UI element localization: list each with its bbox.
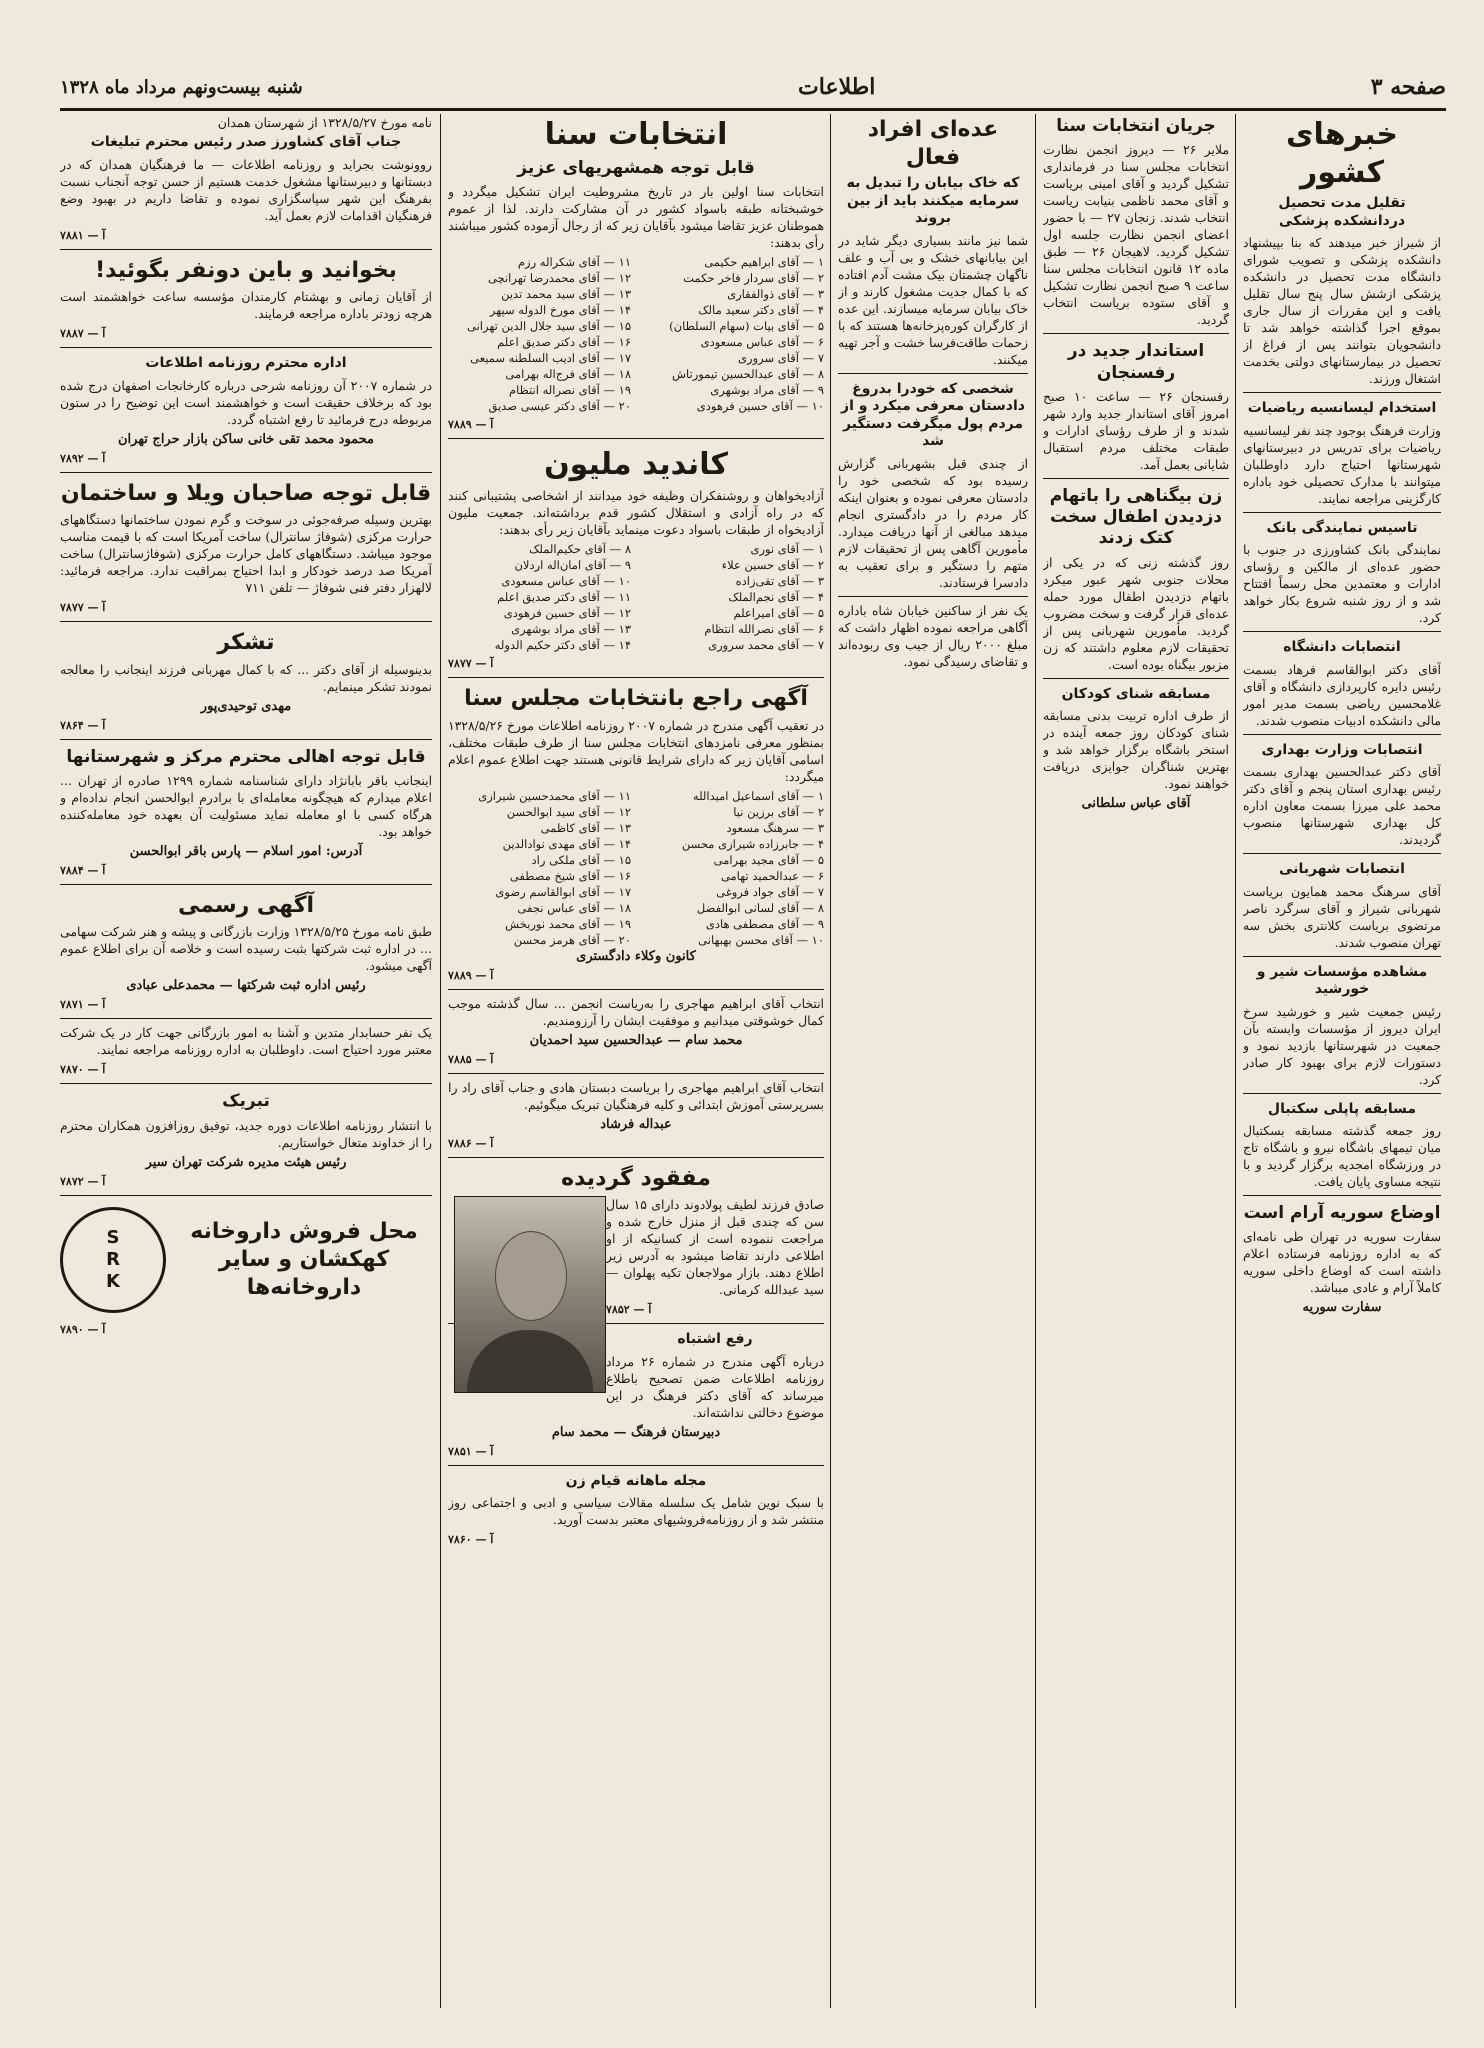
column-news (1243, 114, 1441, 2012)
column-classifieds (60, 114, 432, 2012)
article-body: طبق نامه مورخ ۱۳۲۸/۵/۲۵ وزارت بازرگانی و پیشه و هنر شرکت سهامی ... در اداره ثبت شرکتها بثبت رسیده است و خلاصه آن برای اطلاع عموم آگهی میشود. (60, 924, 432, 974)
issue-date: شنبه بیست‌ونهم مرداد ماه ۱۳۲۸ (60, 76, 303, 98)
ad-code: آ — ۷۸۹۲ (60, 451, 106, 465)
ad-melliyun-candidates (448, 438, 824, 673)
ad-missing-person (448, 1157, 824, 1319)
candidate-name: ۱۷ — آقای ادیب السلطنه سمیعی (470, 350, 631, 365)
article-body: از شیراز خبر میدهند که بنا بپیشنهاد دانشکده پزشکی و تصویب شورای دانشگاه مدت تحصیل در دانشکده پزشکی ازشش سال پنج سال تقلیل یافت و این مقررات از سال جاری بموقع اجرا گذاشته خواهد شد تا دانشجویان بتوانند پس از فراغ از تحصیل در بیمارستانهای دولتی بخدمت اشتغال ورزند. (1243, 235, 1441, 386)
article-news (1243, 392, 1441, 507)
headline: بخوانید و باین دونفر بگوئید! (95, 257, 397, 283)
candidate-name: ۱۲ — آقای سید ابوالحسن (506, 804, 631, 819)
candidate-name: ۲۰ — آقای هرمز محسن (513, 932, 631, 947)
candidate-name: ۱۱ — آقای شکراله رزم (517, 254, 631, 269)
article-news (1243, 512, 1441, 627)
article-body: سفارت سوریه در تهران طی نامه‌ای که به اداره روزنامه فرستاده اعلام داشته است که اوضاع داخلی سوریه کاملاً آرام و عادی میباشد. (1243, 1229, 1441, 1296)
candidate-name: ۵ — آقای امیراعلم (733, 606, 824, 621)
headline: قابل توجه صاحبان ویلا و ساختمان (60, 480, 432, 506)
ad-job (60, 1018, 432, 1078)
ad-code: آ — ۷۸۷۷ (60, 601, 106, 614)
article-news (1243, 116, 1441, 387)
article-body: یک نفر حسابدار متدین و آشنا به امور بازرگانی جهت کار در یک شرکت معتبر مورد احتیاج است. داوطلبان به اداره روزنامه مراجعه نمایند. (60, 1025, 432, 1058)
article-body: در تعقیب آگهی مندرج در شماره ۲۰۰۷ روزنامه اطلاعات مورخ ۱۳۲۸/۵/۲۶ بمنظور معرفی نامزدهای انتخابات مجلس سنا از طرف طبقات مختلف، اسامی آقایان زیر که دارای شرایط قانونی هستند جهت اطلاع عموم اعلام میگردد: (448, 717, 824, 784)
ad-senate-notice (448, 677, 824, 984)
article-body: رئیس جمعیت شیر و خورشید سرخ ایران دیروز از مؤسسات وابسته بآن جمعیت در شهرستانها بازدید نمود و دستورات لازم برای بهبود کار صادر کرد. (1243, 1003, 1441, 1087)
ad-notice (60, 249, 432, 343)
headline: استاندار جدید در رفسنجان (1067, 341, 1205, 383)
article-news (1243, 1093, 1441, 1191)
headline: کاندید ملیون (544, 446, 728, 482)
ad-code: آ — ۷۸۷۱ (60, 998, 106, 1012)
article-body: روز جمعه گذشته مسابقه بسکتبال میان تیمهای باشگاه نیرو و باشگاه تاج در ورزشگاه امجدیه برگزار گردید و با نتیجه مساوی پایان یافت. (1243, 1123, 1441, 1189)
article-news (1043, 478, 1229, 673)
article-body: از آقایان زمانی و بهشتام کارمندان مؤسسه ساعت خواهشمند است هرچه زودتر باداره مراجعه فرمایند. (60, 289, 432, 321)
ad-code: آ — ۷۸۷۷ (448, 657, 494, 671)
article-body: وزارت فرهنگ بوجود چند نفر لیسانسیه ریاضیات برای تدریس در دبیرستانهای شهرستانها احتیاج دارد داوطلبان میتوانند با مدارک تحصیلی خود باداره کارگزینی مراجعه نمایند. (1243, 422, 1441, 506)
candidate-name: ۸ — آقای عبدالحسین تیمورتاش (671, 366, 824, 381)
headline: رفع اشتباه (677, 1331, 753, 1348)
headline: اداره محترم روزنامه اطلاعات (145, 355, 347, 371)
candidate-name: ۱۰ — آقای عباس مسعودی (501, 574, 631, 589)
ad-thanks (60, 621, 432, 734)
article-body: از طرف اداره تربیت بدنی مسابقه شنای کودکان روز جمعه آینده در استخر باشگاه برگزار خواهد شد و بهترین شناگران جوایزی دریافت خواهند نمود. (1043, 708, 1229, 791)
candidate-name: ۱۰ — آقای حسین فرهودی (696, 398, 824, 413)
headline: جناب آقای کشاورز صدر رئیس محترم تبلیغات (90, 134, 402, 150)
candidate-name: ۶ — آقای عباس مسعودی (700, 334, 824, 349)
letter-header: نامه مورخ ۱۳۲۸/۵/۲۷ از شهرستان همدان (217, 115, 432, 130)
headline: اوضاع سوریه آرام است (1243, 1203, 1441, 1223)
headline: تبریک (222, 1091, 270, 1112)
candidate-name: ۱۶ — آقای دکتر صدیق اعلم (497, 334, 631, 349)
candidate-name: ۳ — آقای ذوالفقاری (727, 286, 824, 301)
headline: آگهی رسمی (177, 892, 315, 918)
ad-code: آ — ۷۸۸۹ (448, 417, 494, 431)
article-body: آقای دکتر ابوالقاسم فرهاد بسمت رئیس دایره کارپردازی دانشگاه و آقای غلامحسین ریاضی بسمت مدیر امور مالی دانشکده ادبیات منصوب شدند. (1243, 661, 1441, 728)
column-divider (440, 114, 441, 2008)
candidate-name: ۱ — آقای نوری (750, 542, 824, 557)
candidate-name: ۱۴ — آقای مهدی نوادالدین (502, 836, 631, 851)
article-feature (838, 373, 1028, 591)
candidate-name: ۹ — آقای امان‌اله اردلان (514, 558, 631, 573)
article-body: آقای سرهنگ محمد همایون بریاست شهربانی شیراز و آقای سرگرد ناصر مرتضوی بریاست کلانتری بخش سه تهران منصوب شدند. (1243, 883, 1441, 950)
srk-logo-stamp (60, 1207, 166, 1313)
candidate-name: ۱۱ — آقای محمدحسین شیرازی (478, 788, 631, 803)
ad-congratulation (60, 1083, 432, 1189)
article-body: آقای دکتر عبدالحسین بهداری بسمت رئیس بهداری استان پنجم و آقای دکتر محمد علی میرزا بسمت معاون اداره کل بهداری شهرستانها منصوب گردیدند. (1243, 764, 1441, 847)
pharmacy-ad-row (60, 1201, 432, 1319)
ad-congratulation (448, 989, 824, 1068)
headline: مفقود گردیده (561, 1165, 711, 1191)
headline: مسابقه شنای کودکان (1061, 685, 1211, 702)
article-body: بهترین وسیله صرفه‌جوئی در سوخت و گرم نمودن ساختمانها دستگاههای حرارت مرکزی (شوفاژ سانترال) ساخت آمریکا است که با قیمت مناسب موجود میباشد. دستگاههای کامل حرارت مرکزی (شوفاژسانترال) ساخت آمریکا صد درصد خودکار و ابدا احتیاج بمراقبت ندارد. مراجعه فرمائید: لالهزار دفتر فنی شوفاژ — تلفن ۷۱۱ (60, 512, 432, 595)
headline: استخدام لیسانسیه ریاضیات (1247, 400, 1437, 416)
candidate-name: ۳ — آقای تقی‌زاده (735, 574, 824, 589)
column-divider (1035, 114, 1036, 2008)
article-body: از چندی قبل بشهربانی گزارش رسیده بود که شخصی خود را دادستان معرفی نموده و بعنوان اینکه کار مردم را در دادگستری انجام میدهد مبالغی از آنها دریافت میدارد. مأمورین آگاهی پس از تحقیقات لازم متهم را دستگیر و برای تعقیب به دادسرا فرستادند. (838, 455, 1028, 590)
signature: محمد سام — عبدالحسین سید احمدیان (529, 1032, 743, 1048)
article-body: شما نیز مانند بسیاری دیگر شاید در این بیابانهای خشک و بی آب و علف ناگهان چشمتان بیک مشت آدم افتاده که با کمال جدیت مشغول کارند و از خاک بیابان سرمایه میسازند. این عده از کارگران کوره‌پزخانه‌ها هستند که با زحمات طاقت‌فرسا خشت و آجر تهیه میکنند. (838, 232, 1028, 367)
ad-code: آ — ۷۸۸۱ (60, 228, 106, 242)
column-election-ads (448, 114, 824, 2012)
ad-code: آ — ۷۸۶۴ (60, 718, 106, 732)
candidate-name: ۱۷ — آقای ابوالقاسم رضوی (495, 884, 631, 899)
ad-code: آ — ۷۸۸۴ (60, 863, 106, 877)
subheadline: قابل توجه همشهریهای عزیز (517, 157, 755, 178)
candidate-name: ۴ — آقای دکتر سعید مالک (698, 302, 824, 317)
candidate-name: ۷ — آقای محمد سروری (708, 638, 824, 653)
article-news (1043, 116, 1229, 328)
signature: رئیس هیئت مدیره شرکت تهران سیر (145, 1154, 347, 1170)
candidate-name: ۱۳ — آقای سید محمد تدین (501, 286, 631, 301)
article-body: یک نفر از ساکنین خیابان شاه باداره آگاهی مراجعه نموده اظهار داشت که مبلغ ۲۰۰۰ ریال از جیب وی ربوده‌اند و تقاضای رسیدگی نمود. (838, 602, 1028, 669)
stamp-letter: S (106, 1226, 120, 1248)
signature: عبداله فرشاد (600, 1116, 672, 1132)
candidate-name: ۱۰ — آقای محسن بهبهانی (698, 932, 824, 947)
candidate-name: ۷ — آقای جواد فروغی (716, 884, 824, 899)
candidate-name: ۱۱ — آقای دکتر صدیق اعلم (497, 590, 631, 605)
candidate-name: ۱۹ — آقای نصراله انتظام (509, 382, 631, 397)
ad-heating (60, 472, 432, 617)
candidate-name: ۴ — جابرزاده شیرازی محسن (681, 836, 824, 851)
column-divider (1235, 114, 1236, 2008)
ad-magazine (448, 1465, 824, 1549)
article-body: با سبک نوین شامل یک سلسله مقالات سیاسی و ادبی و اجتماعی روز منتشر شد و از روزنامه‌فروشیهای معتبر بدست آورید. (448, 1495, 824, 1528)
missing-person-photo (454, 1196, 606, 1393)
ad-senate-elections (448, 116, 824, 433)
ad-code: آ — ۷۸۸۷ (60, 327, 106, 340)
article-news (1243, 734, 1441, 849)
ad-code: آ — ۷۸۵۱ (448, 1444, 494, 1458)
headline: شخصی که خودرا بدروغ دادستان معرفی میکرد و از مردم پول میگرفت دستگیر شد (841, 380, 1025, 449)
signature: محمود محمد تقی خانی ساکن بازار حراج تهران (117, 431, 375, 447)
article-news (1243, 1195, 1441, 1316)
article-news (1243, 853, 1441, 951)
headline: مشاهده مؤسسات شیر و خورشید (1256, 963, 1428, 997)
masthead (60, 64, 1446, 110)
article-body: در شماره ۲۰۰۷ آن روزنامه شرحی درباره کارخانجات اصفهان درج شده بود که برخلاف حقیقت است و خواهشمند است این توضیح را در ستون مربوطه درج فرمائید تا رفع اشتباه گردد. (60, 377, 432, 427)
headline: قابل توجه اهالی محترم مرکز و شهرستانها (66, 746, 426, 767)
headline: عده‌ای افراد فعال (867, 117, 999, 170)
subheadline: تقلیل مدت تحصیل دردانشکده پزشکی (1278, 195, 1406, 229)
candidate-name: ۱۸ — آقای عباس نجفی (517, 900, 631, 915)
column-features (838, 114, 1028, 2012)
candidate-list (448, 788, 824, 948)
article-news (1243, 956, 1441, 1088)
signature: دبیرستان فرهنگ — محمد سام (551, 1424, 721, 1440)
ad-code: آ — ۷۸۸۹ (448, 968, 494, 982)
candidate-name: ۱۴ — آقای مورخ الدوله سپهر (489, 302, 631, 317)
candidate-name: ۱۳ — آقای مراد بوشهری (511, 622, 631, 637)
candidate-name: ۲ — آقای برزین نیا (733, 804, 824, 819)
headline: مسابقه پاپلی سکتبال (1267, 1100, 1417, 1117)
ad-public-notice (60, 739, 432, 879)
headline: زن بیگناهی را باتهام دزدیدن اطفال سخت کتک زدند (1049, 485, 1223, 549)
candidate-name: ۷ — آقای سروری (738, 350, 824, 365)
article-news (1043, 333, 1229, 473)
ad-pharmacy (60, 1195, 432, 1338)
headline: انتصابات وزارت بهداری (1261, 741, 1423, 758)
candidate-name: ۱۵ — آقای سید جلال الدین تهرانی (467, 318, 631, 333)
candidate-name: ۱ — آقای اسماعیل امیدالله (692, 788, 824, 803)
article-body: با انتشار روزنامه اطلاعات دوره جدید، توفیق روزافزون همکاران محترم را از خداوند متعال خواستاریم. (60, 1117, 432, 1150)
candidate-name: ۶ — عبدالحمید تهامی (720, 868, 824, 883)
candidate-name: ۳ — سرهنگ مسعود (726, 820, 824, 835)
candidate-name: ۸ — آقای حکیم‌الملک (529, 542, 631, 557)
candidate-name: ۹ — آقای مصطفی هادی (705, 916, 824, 931)
newspaper-name: اطلاعات (798, 74, 876, 100)
column-divider (830, 114, 831, 2008)
candidate-name: ۲ — آقای حسین علاء (721, 558, 824, 573)
candidate-name: ۱۲ — آقای حسین فرهودی (503, 606, 631, 621)
stamp-letter: K (106, 1270, 120, 1292)
article-body: روز گذشته زنی که در یکی از محلات جنوبی شهر عبور میکرد باتهام دزدیدن اطفال مورد حمله عده‌ای قرار گرفت و سخت مضروب گردید. مأمورین شهربانی پس از تحقیقات لازم معلوم داشتند که زن مزبور بیگناه بوده است. (1043, 554, 1229, 672)
headline: انتصابات دانشگاه (1283, 639, 1401, 655)
headline: مجله ماهانه قیام زن (565, 1472, 707, 1489)
article-body: درباره آگهی مندرج در شماره ۲۶ مرداد روزنامه اطلاعات ضمن تصحیح باطلاع میرساند که آقای دکتر فرهنگ در این موضوع دخالتی نداشته‌اند. (606, 1353, 824, 1420)
signature: آدرس: امور اسلام — پارس باقر ابوالحسن (129, 843, 363, 859)
headline: محل فروش داروخانه کهکشان و سایر داروخانه‌ها (190, 1218, 418, 1300)
candidate-name: ۱۸ — آقای فرج‌اله بهرامی (505, 366, 631, 381)
candidate-name: ۹ — آقای مراد بوشهری (710, 382, 824, 397)
headline: تشکر (217, 630, 275, 655)
headline: انتخابات سنا (544, 117, 728, 152)
ad-code: آ — ۷۸۷۲ (60, 1174, 106, 1188)
ad-code: آ — ۷۸۹۰ (60, 1322, 106, 1336)
ad-code: آ — ۷۸۸۶ (448, 1136, 494, 1150)
face-shape (495, 1231, 567, 1321)
ad-letter (60, 114, 432, 244)
headline: انتصابات شهربانی (1279, 861, 1405, 877)
headline: آگهی راجع بانتخابات مجلس سنا (464, 686, 808, 712)
signature: کانون وکلاء دادگستری (576, 948, 696, 964)
candidate-name: ۵ — آقای بیات (سهام السلطان) (669, 318, 824, 333)
candidate-name: ۱۵ — آقای ملکی راد (531, 852, 631, 867)
ad-congratulation (448, 1073, 824, 1152)
shoulders-shape (467, 1330, 593, 1392)
signature: سفارت سوریه (1302, 1300, 1382, 1316)
ad-code: آ — ۷۸۸۵ (448, 1052, 494, 1066)
article-body: اینجانب باقر بابانژاد دارای شناسنامه شماره ۱۲۹۹ صادره از تهران ... اعلام میدارم که هیچگونه معامله‌ای با برادرم ابوالحسن انجام نداده‌ام و هرگاه کسی با او معامله نماید مسئولیت آن بعهده خود معامله‌کننده خواهد بود. (60, 772, 432, 839)
ad-code: آ — ۷۸۶۰ (448, 1533, 494, 1547)
signature: رئیس اداره ثبت شرکتها — محمدعلی عبادی (126, 978, 366, 994)
article-body: رفسنجان ۲۶ — ساعت ۱۰ صبح امروز آقای استاندار جدید وارد شهر شدند و از طرف رؤسای ادارات و طبقات مختلف مردم استقبال شایانی بعمل آمد. (1043, 388, 1229, 472)
candidate-name: ۶ — آقای نصرالله انتظام (704, 622, 824, 637)
article-body: ملایر ۲۶ — دیروز انجمن نظارت انتخابات مجلس سنا در فرمانداری تشکیل گردید و آقای امینی بریاست و آقای محمد ناظمی بنیابت ریاست انتخاب شدند. زنجان ۲۷ — با حضور اعضای انجمن نظارت جلسه اول تشکیل گردید. لاهیجان ۲۶ — طبق ماده ۱۲ قانون انتخابات مجلس سنا ساعت ۹ صبح انجمن نظارت تشکیل و آقای ستوده بریاست انتخاب گردید. (1043, 142, 1229, 328)
ad-letter (60, 347, 432, 467)
headline: تاسیس نمایندگی بانک (1266, 519, 1418, 536)
article-body: روونوشت بجراید و روزنامه اطلاعات — ما فرهنگیان همدان که در دبستانها و دبیرستانها مشغول خدمت هستیم از حسن توجه آنجناب نسبت بفرهنگ این شهر سپاسگزاری نموده و تقاضا داریم در بهبود وضع فرهنگیان اقدامات لازم بعمل آید. (60, 156, 432, 223)
signature: آقای عباس سلطانی (1081, 796, 1191, 811)
candidate-name: ۱۶ — آقای شیخ مصطفی (509, 868, 631, 883)
stamp-letter: R (106, 1248, 120, 1270)
article-feature (838, 596, 1028, 670)
candidate-name: ۲ — آقای سردار فاخر حکمت (683, 270, 824, 285)
signature: مهدی توحیدی‌پور (200, 698, 292, 714)
candidate-name: ۱۳ — آقای کاظمی (540, 820, 631, 835)
article-feature (838, 116, 1028, 368)
article-body: بدینوسیله از آقای دکتر ... که با کمال مهربانی فرزند اینجانب را معالجه نمودند تشکر مینمایم. (60, 661, 432, 694)
candidate-name: ۱۹ — آقای محمد نوربخش (505, 916, 631, 931)
subheadline: که خاک بیابان را تبدیل به سرمایه میکنند باید از بین بروند (846, 175, 1020, 226)
column-senate-news (1043, 114, 1229, 2012)
candidate-name: ۱ — آقای ابراهیم حکیمی (704, 254, 824, 269)
article-body: نمایندگی بانک کشاورزی در جنوب با حضور عده‌ای از مالکین و رؤسای ادارات و معتمدین محل رسماً افتتاح شد و از روز شنبه شروع بکار خواهد کرد. (1243, 542, 1441, 625)
candidate-name: ۴ — آقای نجم‌الملک (728, 590, 824, 605)
candidate-name: ۵ — آقای مجید بهرامی (713, 852, 824, 867)
article-body: انتخابات سنا اولین بار در تاریخ مشروطیت ایران تشکیل میگردد و خوشبختانه طبقه باسواد کشور در آن مشارکت دارند. لذا از عموم هموطنان عزیز تقاضا میشود بآقایان زیر که از رجال آزموده کشور میباشند رأی بدهند: (448, 183, 824, 250)
headline: خبرهای کشور (1285, 117, 1399, 190)
article-news (1243, 631, 1441, 729)
candidate-name: ۸ — آقای لسانی ابوالفضل (696, 900, 824, 915)
article-body: آزادیخواهان و روشنفکران وظیفه خود میدانند از اشخاصی پشتیبانی کنند که در راه آزادی و استقلال کشور قدم برداشته‌اند. جمعیت ملیون آزادیخواه از طبقات باسواد دعوت مینماید بآقایان زیر رأی بدهند: (448, 488, 824, 538)
candidate-name: ۱۲ — آقای محمدرضا تهرانچی (487, 270, 631, 285)
candidate-list (448, 254, 824, 414)
ad-official (60, 884, 432, 1014)
candidate-name: ۱۴ — آقای دکتر حکیم الدوله (494, 638, 631, 653)
article-body: انتخاب آقای ابراهیم مهاجری را بریاست دبستان هادی و جناب آقای راد را بسرپرستی آموزش ابتدائی و کلیه فرهنگیان تبریک میگوئیم. (448, 1079, 824, 1112)
page-number: صفحه ۳ (1370, 74, 1446, 100)
headline: جریان انتخابات سنا (1056, 116, 1216, 136)
article-body: انتخاب آقای ابراهیم مهاجری را به‌ریاست انجمن ... سال گذشته موجب کمال خوشوقتی میدانیم و موفقیت ایشان را آرزومندیم. (448, 995, 824, 1028)
ad-code: آ — ۷۸۷۰ (60, 1063, 106, 1077)
masthead-rule (60, 108, 1446, 111)
article-news (1043, 678, 1229, 813)
article-body: صادق فرزند لطیف پولادوند دارای ۱۵ سال سن که چندی قبل از منزل خارج شده و مراجعت ننموده است از کسانیکه از او اطلاعی دارند تقاضا میشود به آدرس زیر اطلاع دهند. بازار مولاجعان تکیه پهلوان — سید عبدالله کرمانی. (606, 1197, 824, 1298)
candidate-name: ۲۰ — آقای دکتر عیسی صدیق (488, 398, 631, 413)
ad-code: آ — ۷۸۵۲ (606, 1303, 652, 1317)
candidate-list (448, 541, 824, 653)
